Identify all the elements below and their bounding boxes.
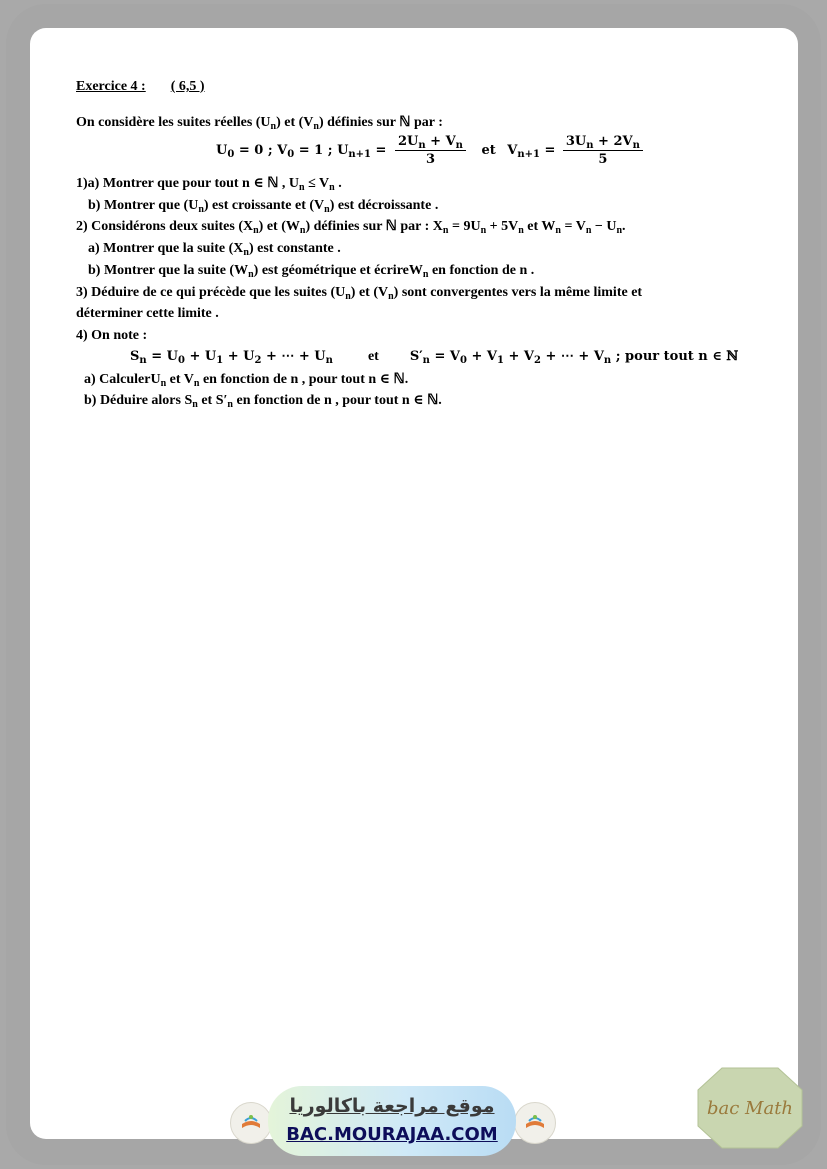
- formula-definitions: $U_0 = 0$ ; $V_0 = 1$ ; $U_{n+1}$ = $\frac{2U_n + V_n}{3}$ et $V_{n+1}$ = $\frac{3U_n + 2V_n}{5}$: [216, 134, 647, 167]
- sum-s: $S_n = U_0 + U_1 + U_2$ + ⋯ + $U_n$: [130, 349, 333, 366]
- question-4: 4) On note :: [76, 328, 148, 343]
- question-2a: a) Montrer que la suite $(X_n)$ est constante .: [88, 241, 341, 258]
- site-logo-left: [230, 1102, 272, 1144]
- u0-symbol: U: [216, 143, 228, 158]
- exercise-header: [76, 78, 205, 96]
- question-2: 2) Considérons deux suites $(X_n)$ et $(W_n)$ définies sur ℕ par : $X_n = 9U_n + 5V_n$ et $W_n = V_n - U_n$.: [76, 219, 626, 236]
- formula-sums: $S_n = U_0 + U_1 + U_2$ + ⋯ + $U_n$ et $S'_n = V_0 + V_1 + V_2$ + ⋯ + $V_n$ ; pour tout n ∈ ℕ: [130, 349, 739, 366]
- question-1a: 1)a) Montrer que pour tout n ∈ ℕ , $U_n \le V_n$ .: [76, 176, 342, 193]
- book-icon: [239, 1110, 263, 1134]
- question-3-line2: déterminer cette limite .: [76, 306, 219, 321]
- fraction-un1: $\frac{2U_n + V_n}{3}$: [395, 134, 466, 167]
- intro-line: On considère les suites réelles $(U_n)$ et $(V_n)$ définies sur ℕ par :: [76, 115, 443, 132]
- site-banner[interactable]: [268, 1086, 516, 1156]
- banner-arabic-text: موقع مراجعة باكالوريا: [289, 1095, 495, 1117]
- sum-s-prime: $S'_n = V_0 + V_1 + V_2$ + ⋯ + $V_n$ ; pour tout n ∈ ℕ: [409, 349, 739, 366]
- question-3-line1: 3) Déduire de ce qui précède que les suites $(U_n)$ et $(V_n)$ sont convergentes vers la même limite et: [76, 285, 643, 302]
- banner-url[interactable]: BAC.MOURAJAA.COM: [286, 1124, 498, 1145]
- book-icon: [523, 1110, 547, 1134]
- question-2b: b) Montrer que la suite $(W_n)$ est géométrique et écrireW$_n$ en fonction de n .: [88, 263, 535, 280]
- question-4a: a) CalculerU$_n$ et $V_n$ en fonction de n , pour tout n ∈ ℕ.: [84, 372, 409, 389]
- bac-math-logo: [696, 1066, 804, 1150]
- site-logo-right: [514, 1102, 556, 1144]
- exercise-title: Exercice 4 :: [76, 79, 146, 94]
- exercise-points: ( 6,5 ): [170, 79, 205, 94]
- question-1b: b) Montrer que $(U_n)$ est croissante et $(V_n)$ est décroissante .: [88, 198, 439, 215]
- logo-text: bac Math: [706, 1098, 794, 1119]
- document-page: [30, 28, 798, 1139]
- fraction-vn1: $\frac{3U_n + 2V_n}{5}$: [563, 134, 643, 167]
- question-4b: b) Déduire alors $S_n$ et $S'_n$ en fonction de n , pour tout n ∈ ℕ.: [84, 393, 442, 410]
